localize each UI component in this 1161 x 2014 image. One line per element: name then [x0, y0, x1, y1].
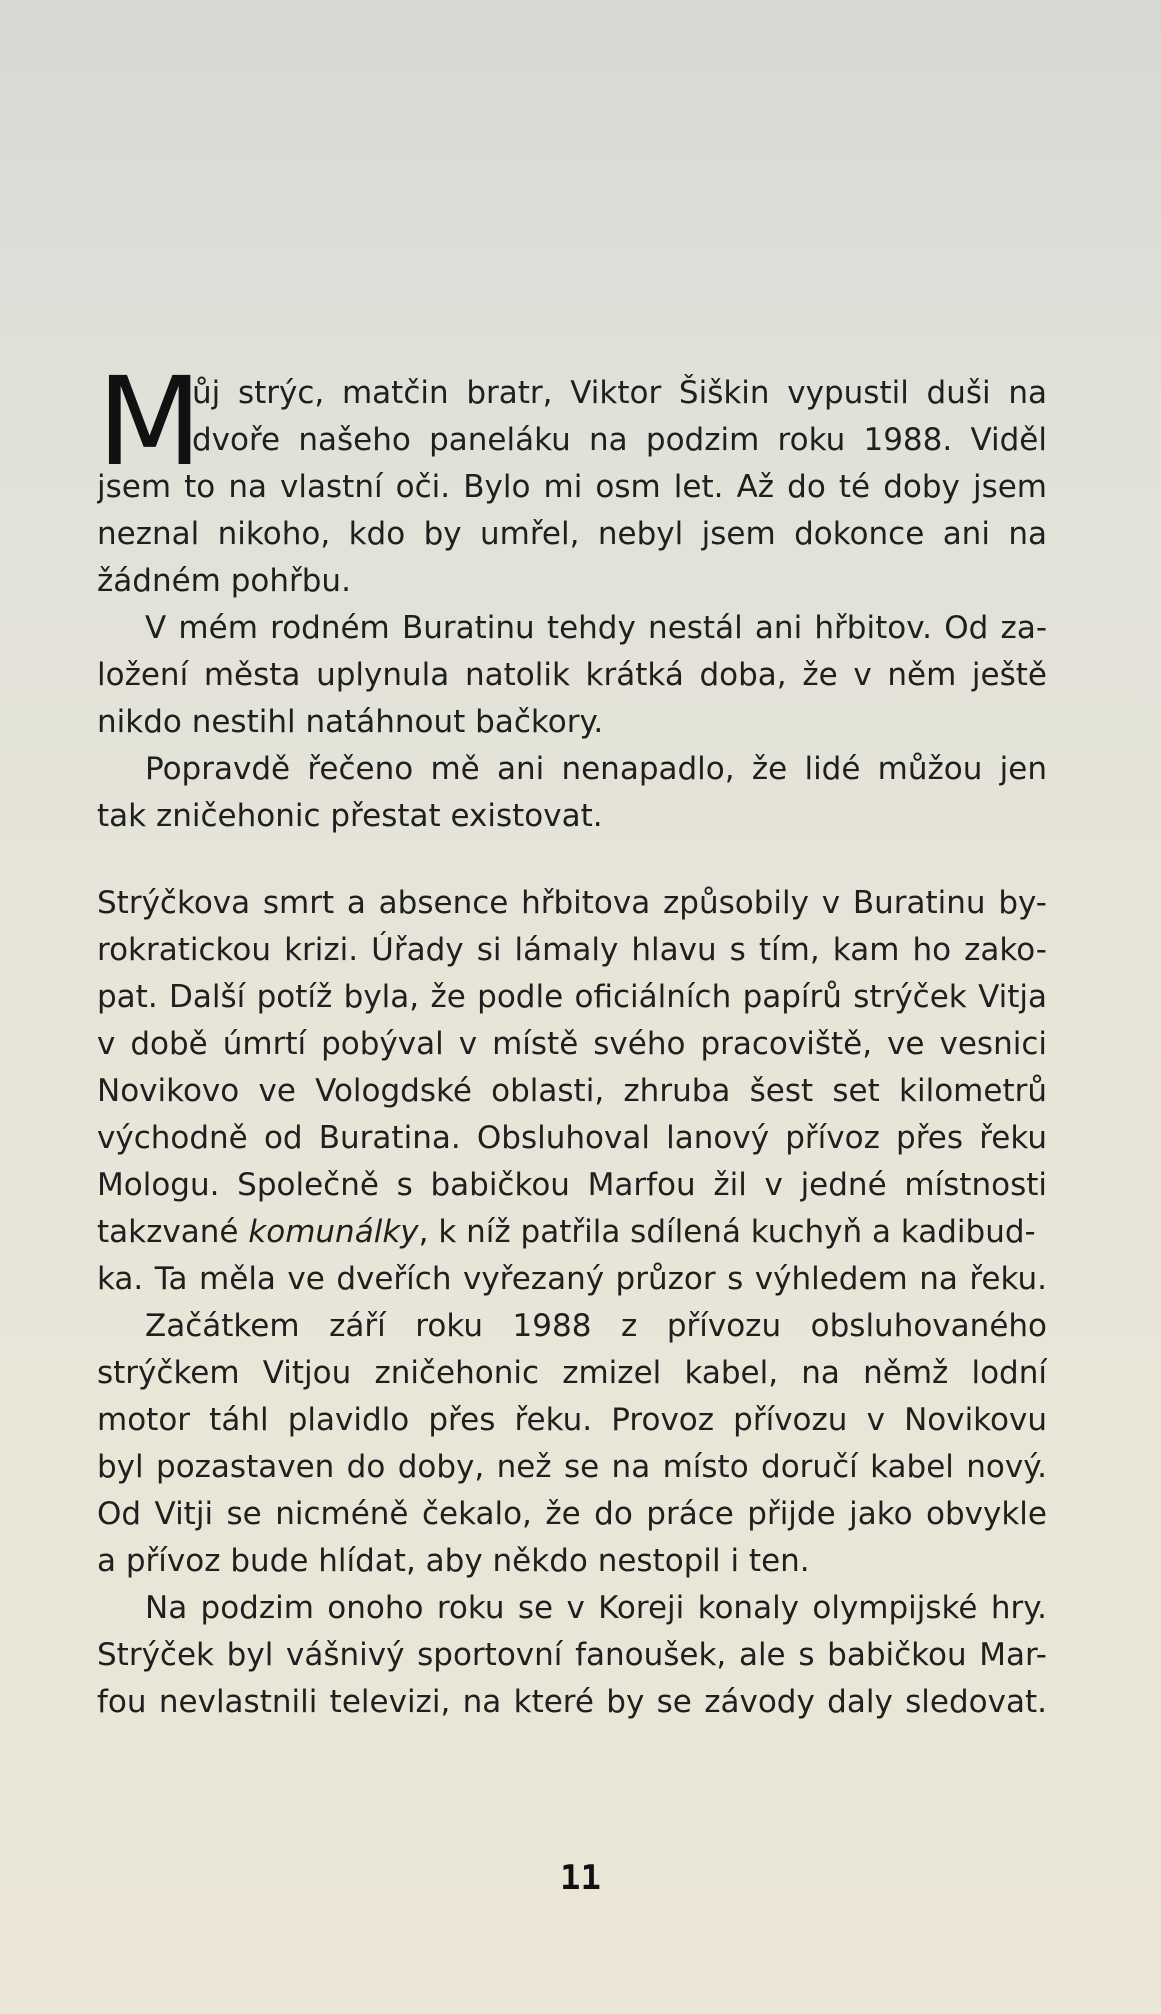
text-line: rokratickou krizi. Úřady si lámaly hlavu s tím, kam ho zako- [97, 932, 1047, 968]
text-line: byl pozastaven do doby, než se na místo doručí kabel nový. [97, 1449, 1047, 1485]
text-line: východně od Buratina. Obsluhoval lanový přívoz přes řeku [97, 1120, 1047, 1156]
text-line: žádném pohřbu. [97, 563, 351, 599]
text-line: a přívoz bude hlídat, aby někdo nestopil i ten. [97, 1543, 810, 1579]
text-fragment: takzvané [97, 1214, 239, 1250]
text-line: motor táhl plavidlo přes řeku. Provoz přívozu v Novikovu [97, 1402, 1047, 1438]
text-line [97, 1209, 1047, 1256]
section-2 [97, 880, 1047, 1726]
text-line: Novikovo ve Vologdské oblasti, zhruba šest set kilometrů [97, 1073, 1047, 1109]
text-line: nikdo nestihl natáhnout bačkory. [97, 704, 604, 740]
drop-cap: M [97, 351, 203, 493]
text-line: Na podzim onoho roku se v Koreji konaly olympijské hry. [145, 1590, 1047, 1626]
text-line: V mém rodném Buratinu tehdy nestál ani hřbitov. Od za- [145, 610, 1047, 646]
page-number: 11 [560, 1858, 601, 1898]
text-line: ka. Ta měla ve dveřích vyřezaný průzor s výhledem na řeku. [97, 1261, 1047, 1297]
text-line: Mologu. Společně s babičkou Marfou žil v jedné místnosti [97, 1167, 1047, 1203]
text-line: Od Vitji se nicméně čekalo, že do práce přijde jako obvykle [97, 1496, 1047, 1532]
text-line: v době úmrtí pobýval v místě svého pracoviště, ve vesnici [97, 1026, 1047, 1062]
text-line: Strýček byl vášnivý sportovní fanoušek, ale s babičkou Mar- [97, 1637, 1047, 1673]
text-line: ůj strýc, matčin bratr, Viktor Šiškin vypustil duši na [192, 375, 1047, 411]
text-line: ložení města uplynula natolik krátká doba, že v něm ještě [97, 657, 1047, 693]
text-line: jsem to na vlastní oči. Bylo mi osm let. Až do té doby jsem [97, 469, 1047, 505]
text-line: Popravdě řečeno mě ani nenapadlo, že lidé můžou jen [145, 751, 1047, 787]
text-line: tak zničehonic přestat existovat. [97, 798, 603, 834]
section-1 [97, 351, 1047, 840]
text-fragment: , k níž patřila sdílená kuchyň a kadibud- [418, 1214, 1036, 1250]
text-line: fou nevlastnili televizi, na které by se závody daly sledovat. [97, 1684, 1047, 1720]
text-line: neznal nikoho, kdo by umřel, nebyl jsem dokonce ani na [97, 516, 1047, 552]
text-line: dvoře našeho paneláku na podzim roku 1988. Viděl [192, 422, 1047, 458]
text-line: Strýčkova smrt a absence hřbitova způsobily v Buratinu by- [97, 885, 1047, 921]
text-line: Začátkem září roku 1988 z přívozu obsluhovaného [145, 1308, 1047, 1344]
italic-term: komunálky [248, 1214, 419, 1250]
text-line: strýčkem Vitjou zničehonic zmizel kabel, na němž lodní [97, 1355, 1047, 1391]
text-line: pat. Další potíž byla, že podle oficiálních papírů strýček Vitja [97, 979, 1047, 1015]
